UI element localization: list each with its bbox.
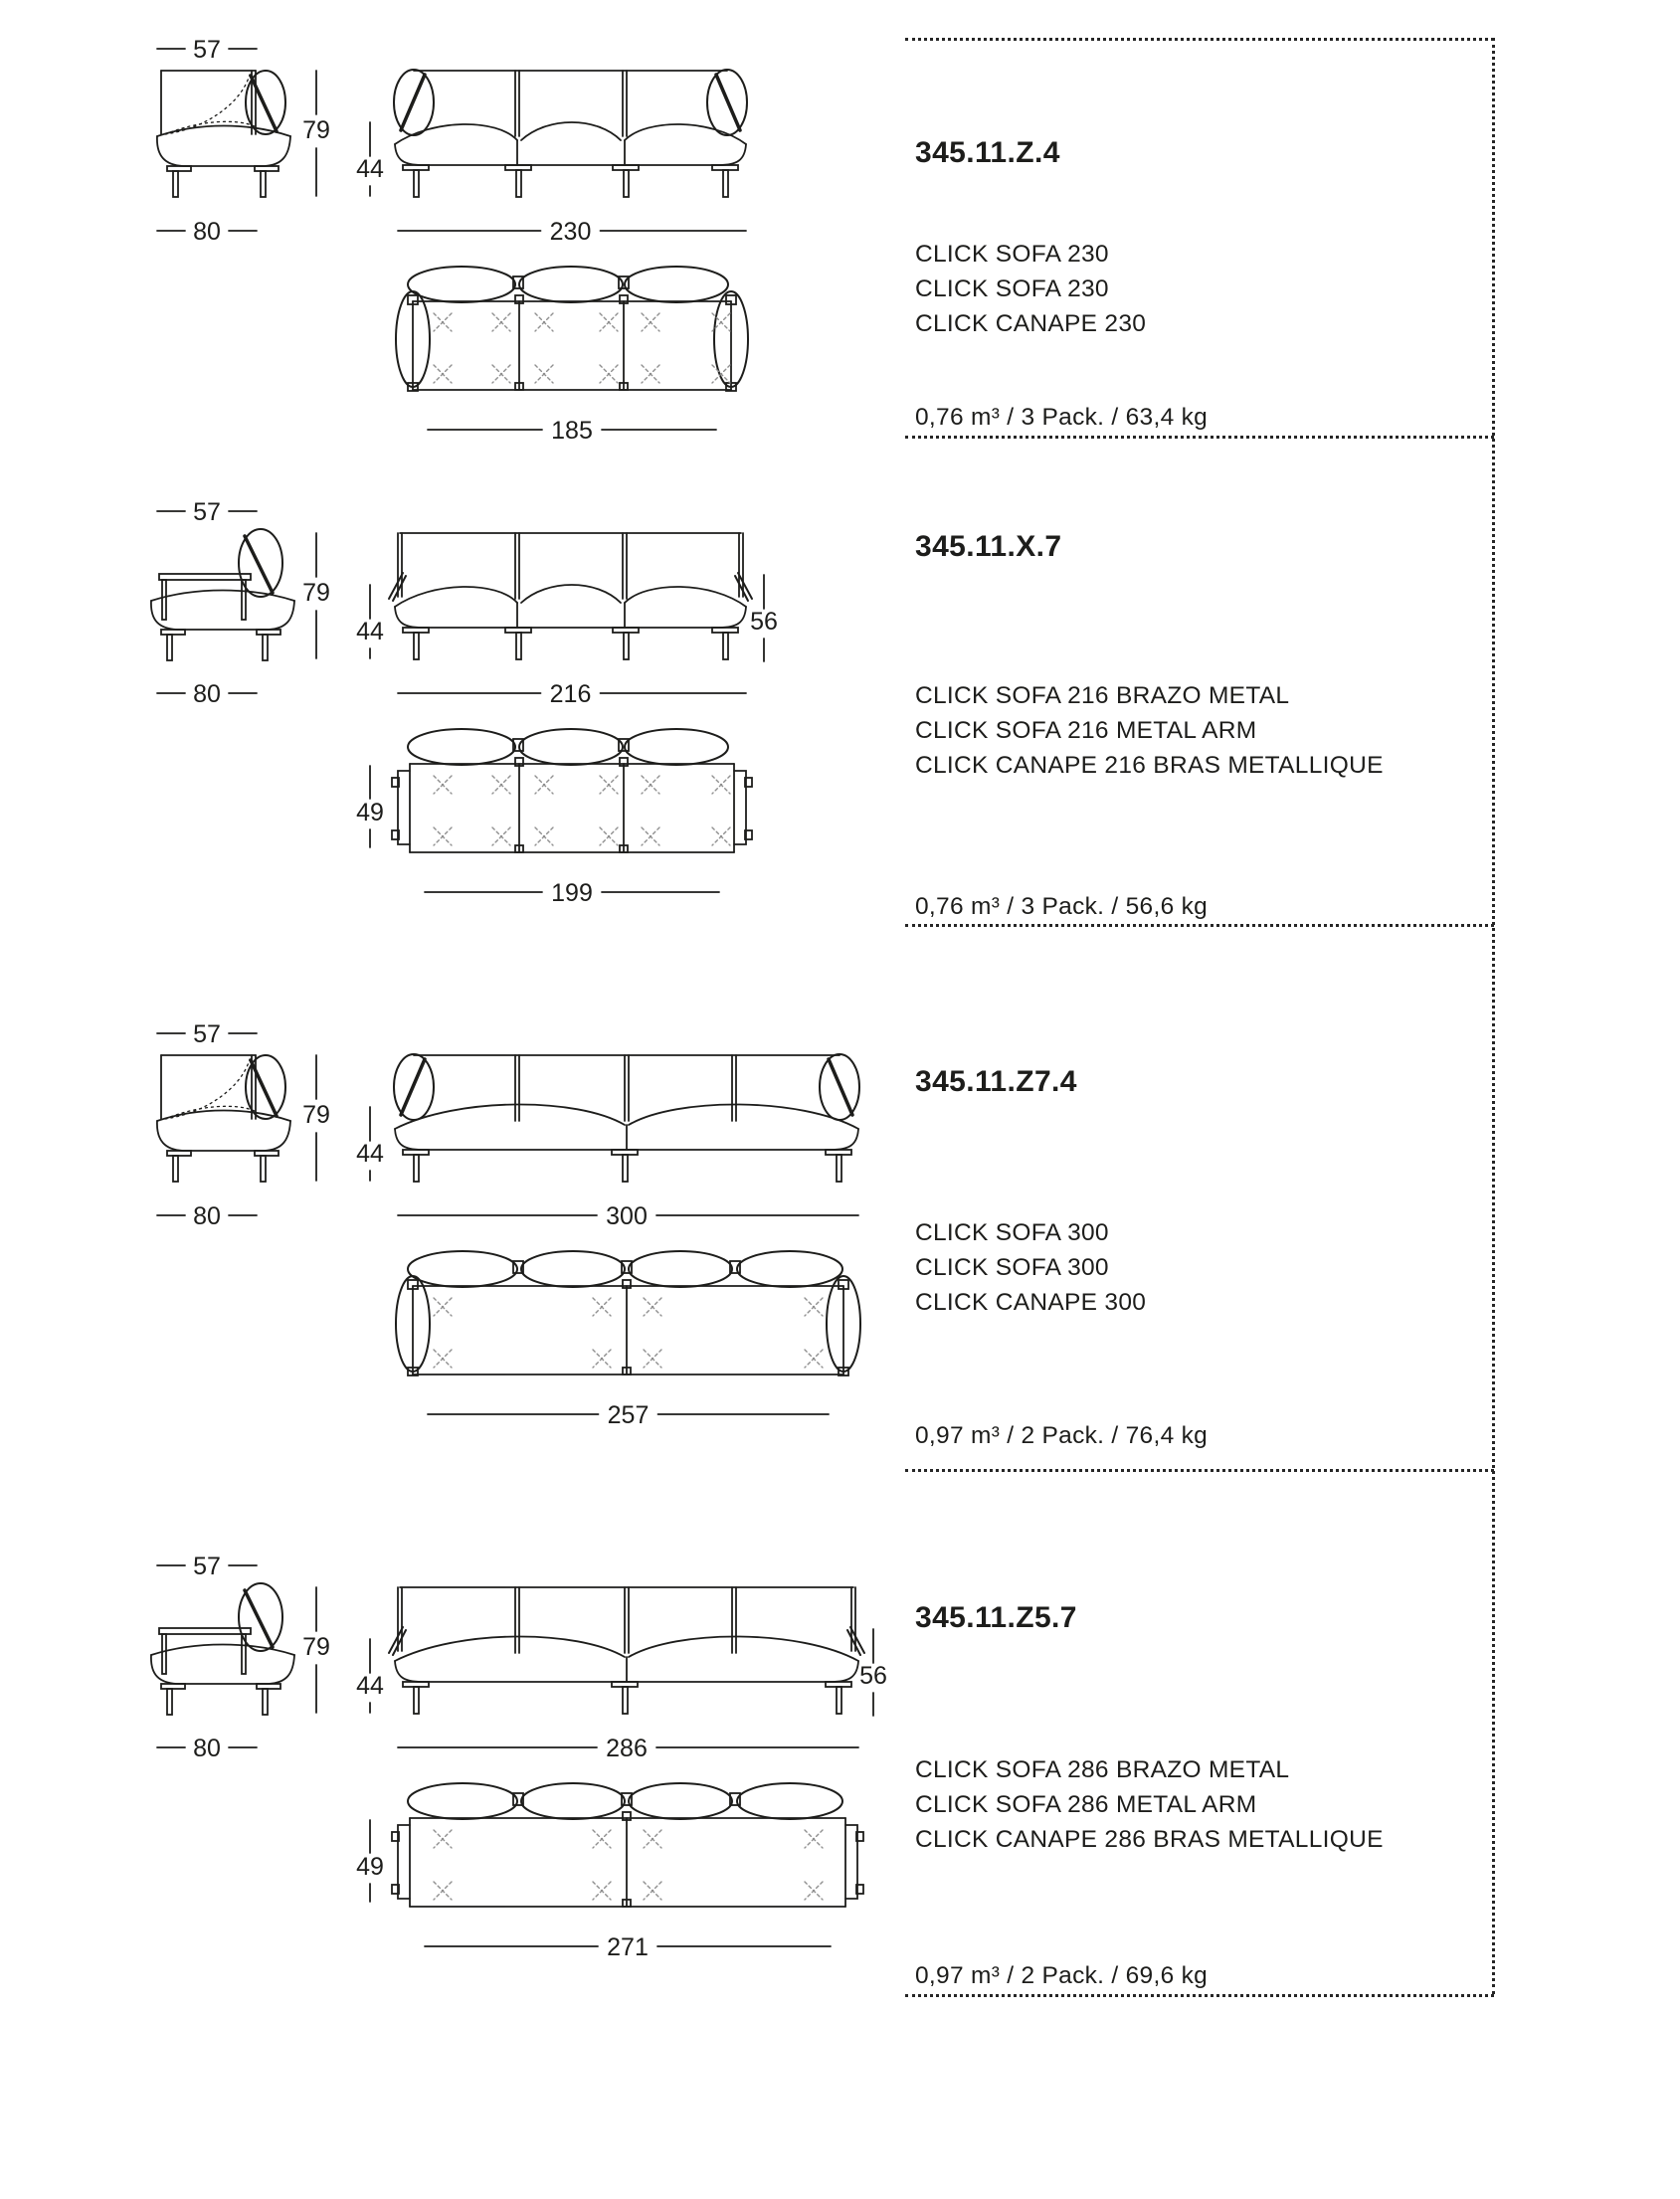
section-divider <box>905 436 1494 439</box>
product-names <box>915 237 1146 341</box>
dimension-label: 216 <box>549 680 592 708</box>
product-code: 345.11.Z.4 <box>915 135 1060 169</box>
section-divider <box>905 1469 1494 1472</box>
dimension-label: 80 <box>193 218 221 246</box>
product-name-es: CLICK SOFA 230 <box>915 241 1109 268</box>
dimension-label: 56 <box>859 1662 887 1690</box>
product-section <box>0 497 1680 924</box>
packing-info: 0,97 m³ / 2 Pack. / 76,4 kg <box>915 1422 1209 1449</box>
dimension-label: 257 <box>607 1401 650 1429</box>
dimension-label: 230 <box>549 218 592 246</box>
dimension-label: 44 <box>356 618 384 645</box>
product-code: 345.11.Z7.4 <box>915 1064 1077 1098</box>
product-name-fr: CLICK CANAPE 216 BRAS METALLIQUE <box>915 752 1384 779</box>
product-name-fr: CLICK CANAPE 230 <box>915 310 1147 337</box>
dimension-label: 286 <box>606 1735 648 1762</box>
dimension-label: 56 <box>750 608 778 636</box>
product-name-fr: CLICK CANAPE 300 <box>915 1289 1147 1316</box>
dimension-label: 57 <box>193 36 221 64</box>
product-section <box>0 35 1680 445</box>
dimension-label: 57 <box>193 1553 221 1580</box>
product-code: 345.11.Z5.7 <box>915 1600 1077 1634</box>
product-code: 345.11.X.7 <box>915 529 1062 563</box>
product-section <box>0 1019 1680 1469</box>
dimension-label: 80 <box>193 680 221 708</box>
product-name-en: CLICK SOFA 216 METAL ARM <box>915 717 1257 744</box>
dimension-label: 79 <box>302 1101 330 1129</box>
dimension-label: 185 <box>551 417 593 445</box>
product-name-en: CLICK SOFA 300 <box>915 1254 1109 1281</box>
dimension-label: 49 <box>356 799 384 826</box>
product-name-es: CLICK SOFA 300 <box>915 1219 1109 1246</box>
product-name-en: CLICK SOFA 286 METAL ARM <box>915 1791 1257 1818</box>
section-divider <box>905 924 1494 927</box>
dimension-label: 57 <box>193 1020 221 1048</box>
packing-info: 0,76 m³ / 3 Pack. / 63,4 kg <box>915 404 1209 431</box>
dimension-label: 44 <box>356 155 384 183</box>
product-name-es: CLICK SOFA 286 BRAZO METAL <box>915 1756 1290 1783</box>
product-name-es: CLICK SOFA 216 BRAZO METAL <box>915 682 1290 709</box>
technical-drawings <box>99 497 895 915</box>
dimension-label: 44 <box>356 1140 384 1168</box>
product-names <box>915 1752 1384 1857</box>
dimension-label: 79 <box>302 1633 330 1661</box>
dimension-label: 199 <box>551 879 593 907</box>
dimension-label: 79 <box>302 116 330 144</box>
product-names <box>915 1215 1146 1320</box>
dimension-label: 80 <box>193 1735 221 1762</box>
product-section <box>0 1552 1680 1994</box>
technical-drawings <box>99 35 895 453</box>
section-divider <box>905 1994 1494 1997</box>
dimension-label: 49 <box>356 1853 384 1881</box>
product-name-fr: CLICK CANAPE 286 BRAS METALLIQUE <box>915 1826 1384 1853</box>
packing-info: 0,97 m³ / 2 Pack. / 69,6 kg <box>915 1962 1209 1989</box>
product-names <box>915 678 1384 783</box>
dimension-label: 80 <box>193 1202 221 1230</box>
technical-drawings <box>99 1552 895 1969</box>
dimension-label: 300 <box>606 1202 648 1230</box>
product-name-en: CLICK SOFA 230 <box>915 275 1109 302</box>
dimension-label: 271 <box>607 1933 649 1961</box>
technical-drawings <box>99 1019 895 1437</box>
dimension-label: 79 <box>302 579 330 607</box>
dimension-label: 44 <box>356 1672 384 1700</box>
packing-info: 0,76 m³ / 3 Pack. / 56,6 kg <box>915 893 1209 920</box>
dimension-label: 57 <box>193 498 221 526</box>
